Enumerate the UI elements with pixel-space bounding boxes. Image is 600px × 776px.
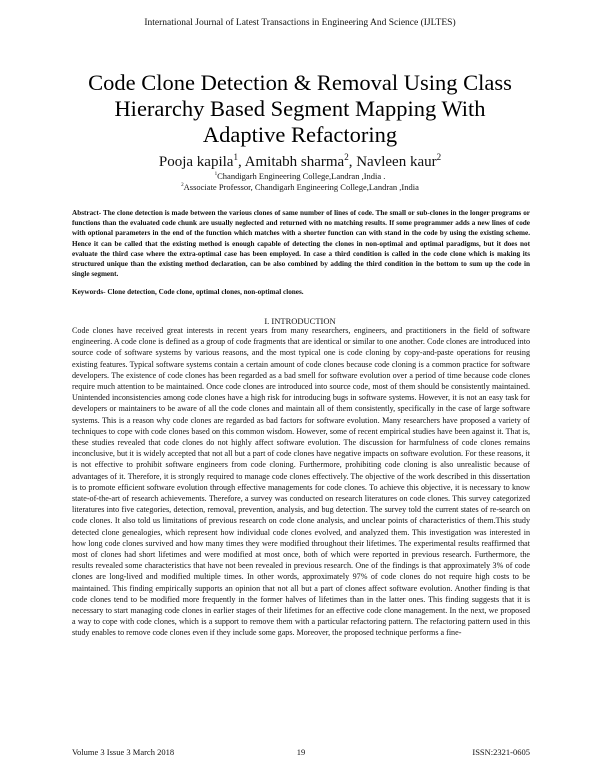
footer-issn: ISSN:2321-0605 [472, 747, 530, 757]
title-line: Hierarchy Based Segment Mapping With [114, 96, 486, 121]
author-sup: 2 [344, 152, 349, 162]
footer-issue: Volume 3 Issue 3 March 2018 [72, 747, 175, 757]
affiliation [0, 171, 600, 181]
introduction-text: Code clones have received great interests in recent years from many researchers, engineers, and practitioners in the field of software engineering. A code clone is defined as a group of code fragments that are identical or similar to one another. Code clones are introduced into source code of software systems by various reasons, and the most typical one is code cloning by copy-and-paste operations for reusing existing features. Typical software systems contain a certain amount of code clones because code cloning is a common practice for software developers. The existence of code clones has been regarded as a bad smell for software evolution over a period of time because code clones require much attention to be maintained. Once code clones are introduced into source code, most of them should be consistently maintained. Unintended inconsistencies among code clones have a high risk for introducing bugs in software systems. However, it is not an easy task for developers or maintainers to be aware of all the code clones and maintain all of them consistently, specifically in the case of large software systems. This is a reason why code clones are regarded as bad factors for software evolution. Many researchers have proposed a variety of techniques to cope with code clones based on this common wisdom. However, some of recent empirical studies have been against it. That is, these studies revealed that code clones do not highly affect software evolution. The discussion for harmfulness of code clones remains inconclusive, but it is widely accepted that not all but a part of code clones have negative impacts on software evolution. For these reasons, it is not effective to prohibit software engineers from code cloning. Furthermore, prohibiting code cloning is also unrealistic because of advantages of it. Therefore, it is strongly required to manage code clones effectively. The objective of the work described in this dissertation is to promote efficient software evolution through effective managements for code clones. To achieve this objective, it is necessary to know state-of-the-art of research achievements. Therefore, a survey was conducted on research literatures on code clones. This survey categorized literatures into five categories, detection, removal, prevention, analysis, and bug detection. The survey told the current states of re-search on code clones. It also told us limitations of previous research on code clone analysis, and unclear points of characteristics of them.This study detected clone genealogies, which represent how individual code clones evolved, and analyzed them. This investigation was interested in how long code clones survived and how many times they were modified throughout their lifetimes. The experimental results reaffirmed that most of clones had short lifetimes and were modified at most once, both of which were reported in previous research. Furthermore, the results revealed some characteristics that have not been revealed in previous research. One of the findings is that approximately 3% of code clones are long-lived and modified multiple times. In other words, approximately 97% of code clones do not require high costs to be maintained. This finding empirically supports an opinion that not all but a part of clones affect software evolution. Another finding is that code clones tend to be modified more frequently in the former halves of lifetimes than in the latter ones. This finding suggests that it is necessary to start managing code clones in earlier stages of their lifetimes for an effective code clone management. In the next, we proposed a way to cope with code clones, which is a support to remove them with a particular refactoring pattern. The refactoring pattern used in this study enables to remove code clones even if they include some gaps. Moreover, the proposed technique performs a fine- [72, 326, 530, 638]
author-name: Navleen kaur [356, 154, 437, 170]
abstract: Abstract- The clone detection is made between the various clones of same number of lines of code. The small or sub-clones in the longer programs or functions than the evaluated code chunk are usually neglected and returned with no matching results. If some programmer adds a new lines of code with optional parameters in the end of the function which matches with a shorter function can with stand in the code by using the existing scheme. Hence it can be called that the existing method is enough capable of detecting the clones in non-optimal and optimal paradigms, but it does not evaluate the third case where the extra-optimal case has been employed. In case a third condition is called in the code clone which is making its structured unique than the existing method declaration, can be also combined by adding the third condition in the bottom to sum up the code in single segment. [72, 209, 530, 279]
author-separator: , [348, 154, 357, 170]
paper-title [40, 70, 560, 148]
author-list [0, 152, 600, 171]
keywords: Keywords- Clone detection, Code clone, optimal clones, non-optimal clones. [72, 288, 304, 296]
affiliation-text: Associate Professor, Chandigarh Engineering College,Landran ,India [183, 182, 419, 192]
author-name: Amitabh sharma [244, 154, 345, 170]
journal-header: International Journal of Latest Transactions in Engineering And Science (IJLTES) [144, 18, 456, 28]
affiliation-sup: 2 [181, 182, 184, 189]
author-sup: 2 [436, 152, 442, 162]
footer-page-number: 19 [296, 747, 306, 757]
author-sup: 1 [233, 152, 238, 162]
section-heading: I. INTRODUCTION [264, 316, 336, 326]
affiliation-text: Chandigarh Engineering College,Landran ,India . [217, 171, 386, 181]
affiliation-sup: 1 [214, 171, 218, 178]
author-separator: , [237, 154, 245, 170]
title-line: Adaptive Refactoring [202, 122, 398, 147]
affiliation [0, 182, 600, 192]
title-line: Code Clone Detection & Removal Using Class [88, 70, 512, 95]
author-name: Pooja kapila [158, 154, 234, 170]
